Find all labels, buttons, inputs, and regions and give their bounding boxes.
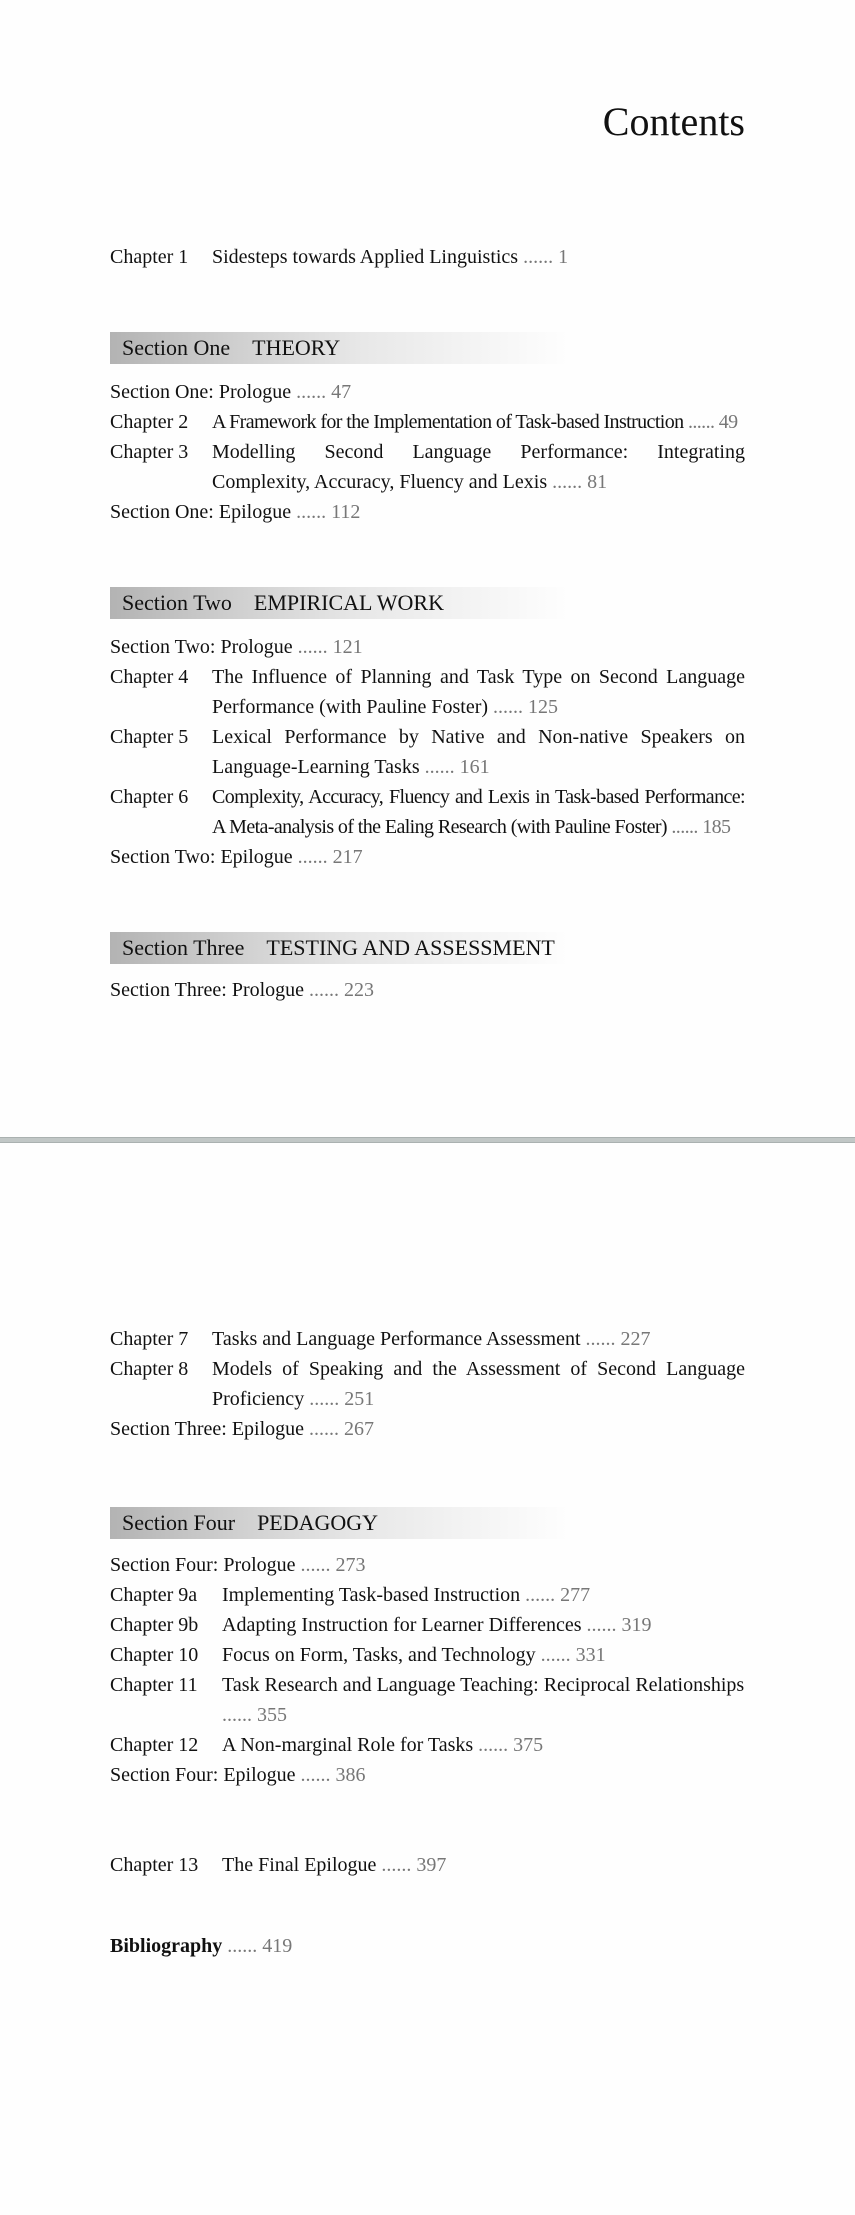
section-number: Section One [122, 335, 231, 360]
toc-entry-chapter-2[interactable] [110, 407, 745, 437]
leader-dots: ...... [227, 1935, 258, 1957]
chapter-label: Chapter 2 [110, 411, 189, 433]
chapter-title: Adapting Instruction for Learner Differences [222, 1614, 582, 1636]
toc-entry-section-four-epilogue[interactable] [110, 1760, 745, 1790]
leader-dots: ...... [586, 1614, 617, 1636]
chapter-title: Complexity, Accuracy, Fluency and Lexis in Task-based Performance: A Meta-analysis of the Ealing Research (with Pauline Foster) [212, 786, 745, 838]
toc-entry-chapter-10[interactable] [110, 1640, 745, 1670]
page-number: 386 [335, 1764, 366, 1786]
section-number: Section Three [122, 935, 245, 960]
chapter-label: Chapter 3 [110, 441, 189, 463]
section-name: TESTING AND ASSESSMENT [266, 935, 555, 960]
chapter-title: The Final Epilogue [222, 1854, 377, 1876]
chapter-title: Sidesteps towards Applied Linguistics [212, 246, 519, 268]
page-separator [0, 1137, 855, 1143]
chapter-title: Tasks and Language Performance Assessment [212, 1328, 581, 1350]
leader-dots: ...... [300, 1554, 331, 1576]
toc-entry-chapter-4[interactable] [110, 662, 745, 722]
page-title: Contents [602, 99, 745, 144]
leader-dots: ...... [585, 1328, 616, 1350]
leader-dots: ...... [300, 1764, 331, 1786]
leader-dots: ...... [309, 1388, 340, 1410]
leader-dots: ...... [540, 1644, 571, 1666]
chapter-label: Chapter 8 [110, 1358, 189, 1380]
chapter-title: Lexical Performance by Native and Non-native Speakers on Language-Learning Tasks [212, 726, 745, 778]
toc-entry-chapter-5[interactable] [110, 722, 745, 782]
entry-title: Section Three: Prologue [110, 979, 305, 1001]
leader-dots: ...... [424, 756, 455, 778]
leader-dots: ...... [309, 1418, 340, 1440]
page-number: 223 [344, 979, 375, 1001]
leader-dots: ...... [297, 846, 328, 868]
toc-entry-section-two-epilogue[interactable] [110, 842, 745, 872]
chapter-label: Chapter 6 [110, 786, 189, 808]
section-name: PEDAGOGY [257, 1510, 379, 1535]
section-header-one [110, 332, 570, 364]
toc-entry-chapter-6[interactable] [110, 782, 745, 842]
chapter-title: A Framework for the Implementation of Task-based Instruction [212, 411, 684, 433]
section-header-three [110, 932, 570, 964]
leader-dots: ...... [222, 1704, 252, 1726]
page-number: 397 [416, 1854, 447, 1876]
leader-dots: ...... [478, 1734, 509, 1756]
chapter-label: Chapter 9b [110, 1614, 199, 1636]
toc-entry-chapter-9a[interactable] [110, 1580, 745, 1610]
toc-entry-section-two-prologue[interactable] [110, 632, 745, 662]
page-number: 419 [262, 1935, 293, 1957]
leader-dots: ...... [493, 696, 524, 718]
page-number: 251 [344, 1388, 375, 1410]
page-number: 267 [344, 1418, 375, 1440]
chapter-title: Focus on Form, Tasks, and Technology [222, 1644, 536, 1666]
toc-entry-section-four-prologue[interactable] [110, 1550, 745, 1580]
toc-entry-chapter-1[interactable] [110, 242, 745, 272]
chapter-label: Chapter 1 [110, 246, 189, 268]
leader-dots: ...... [381, 1854, 412, 1876]
section-name: THEORY [252, 335, 341, 360]
chapter-label: Chapter 10 [110, 1644, 199, 1666]
section-number: Section Two [122, 590, 232, 615]
page-number: 161 [459, 756, 490, 778]
page-number: 217 [332, 846, 363, 868]
chapter-label: Chapter 9a [110, 1584, 198, 1606]
leader-dots: ...... [309, 979, 340, 1001]
chapter-label: Chapter 4 [110, 666, 189, 688]
page-number: 331 [575, 1644, 606, 1666]
entry-title: Section Two: Epilogue [110, 846, 293, 868]
section-header-four [110, 1507, 570, 1539]
chapter-label: Chapter 12 [110, 1734, 199, 1756]
leader-dots: ...... [552, 471, 583, 493]
page-number: 125 [528, 696, 559, 718]
chapter-title: Task Research and Language Teaching: Reciprocal Relationships [222, 1674, 745, 1696]
entry-title: Bibliography [110, 1935, 223, 1957]
chapter-label: Chapter 7 [110, 1328, 189, 1350]
toc-entry-section-one-epilogue[interactable] [110, 497, 745, 527]
leader-dots: ...... [296, 501, 327, 523]
leader-dots: ...... [687, 411, 715, 433]
chapter-label: Chapter 5 [110, 726, 189, 748]
chapter-title: Implementing Task-based Instruction [222, 1584, 521, 1606]
page-number: 355 [257, 1704, 287, 1726]
toc-entry-section-three-epilogue[interactable] [110, 1414, 745, 1444]
toc-entry-bibliography[interactable] [110, 1931, 745, 1961]
toc-entry-chapter-7[interactable] [110, 1324, 745, 1354]
toc-entry-section-three-prologue[interactable] [110, 975, 745, 1005]
toc-entry-chapter-13[interactable] [110, 1850, 745, 1880]
chapter-label: Chapter 11 [110, 1674, 198, 1696]
page-number: 375 [513, 1734, 544, 1756]
entry-title: Section Two: Prologue [110, 636, 293, 658]
page-number: 185 [702, 816, 731, 838]
entry-title: Section Four: Prologue [110, 1554, 296, 1576]
chapter-title: A Non-marginal Role for Tasks [222, 1734, 474, 1756]
page-number: 81 [587, 471, 608, 493]
entry-title: Section Four: Epilogue [110, 1764, 296, 1786]
page-number: 49 [718, 411, 738, 433]
toc-entry-chapter-3[interactable] [110, 437, 745, 497]
page-number: 277 [560, 1584, 591, 1606]
page-number: 1 [558, 246, 569, 268]
section-number: Section Four [122, 1510, 236, 1535]
leader-dots: ...... [525, 1584, 556, 1606]
page-number: 273 [335, 1554, 366, 1576]
leader-dots: ...... [523, 246, 554, 268]
entry-title: Section One: Prologue [110, 381, 292, 403]
page-number: 227 [620, 1328, 651, 1350]
entry-title: Section Three: Epilogue [110, 1418, 305, 1440]
toc-entry-chapter-12[interactable] [110, 1730, 745, 1760]
chapter-label: Chapter 13 [110, 1854, 199, 1876]
section-header-two [110, 587, 570, 619]
leader-dots: ...... [671, 816, 698, 838]
toc-entry-section-one-prologue[interactable] [110, 377, 745, 407]
leader-dots: ...... [296, 381, 327, 403]
chapter-title: Models of Speaking and the Assessment of Second Language Proficiency [212, 1358, 745, 1410]
entry-title: Section One: Epilogue [110, 501, 292, 523]
toc-entry-chapter-11[interactable] [110, 1670, 745, 1730]
toc-entry-chapter-8[interactable] [110, 1354, 745, 1414]
section-name: EMPIRICAL WORK [253, 590, 444, 615]
page-number: 319 [621, 1614, 652, 1636]
page-number: 112 [331, 501, 361, 523]
leader-dots: ...... [297, 636, 328, 658]
page-number: 121 [332, 636, 363, 658]
toc-entry-chapter-9b[interactable] [110, 1610, 745, 1640]
chapter-title: Modelling Second Language Performance: Integrating Complexity, Accuracy, Fluency and Lexis [212, 441, 745, 493]
chapter-title: The Influence of Planning and Task Type on Second Language Performance (with Pauline Foster) [212, 666, 745, 718]
page-number: 47 [331, 381, 352, 403]
